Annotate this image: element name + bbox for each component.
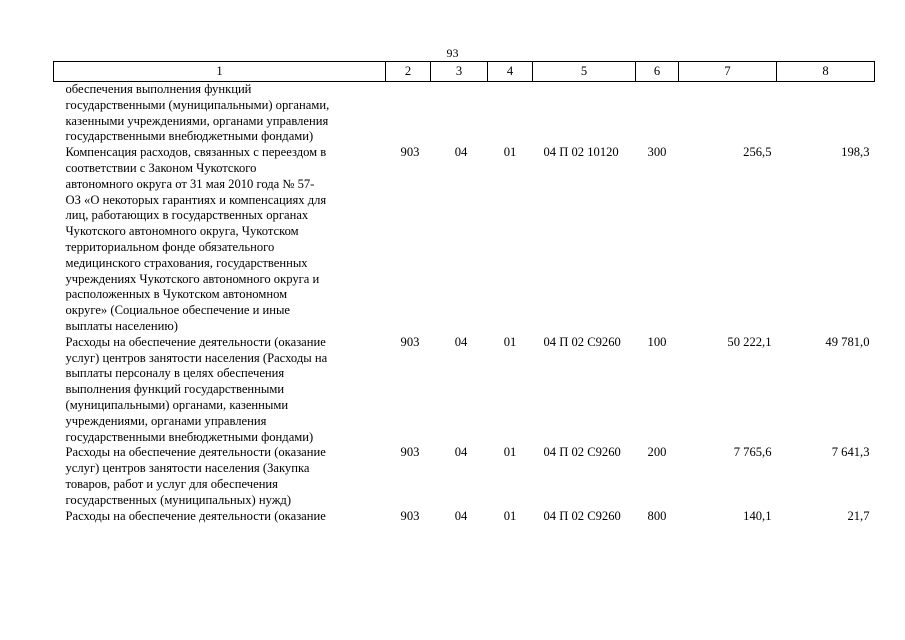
- row-code: 04 П 02 С9260: [543, 508, 621, 523]
- column-header: 1: [54, 62, 386, 82]
- row-sum-2: 198,3: [841, 145, 870, 160]
- column-header: 6: [636, 62, 679, 82]
- row-name: Расходы на обеспечение деятельности (оказание: [65, 508, 326, 523]
- row-section: 04: [454, 145, 468, 160]
- row-kvr: [636, 82, 679, 146]
- column-header: 3: [431, 62, 488, 82]
- row-subsection: 01: [503, 445, 517, 460]
- row-grp: [386, 82, 431, 146]
- row-sum-1: 256,5: [743, 145, 772, 160]
- row-subsection: 01: [503, 145, 517, 160]
- column-header: 8: [777, 62, 875, 82]
- row-grp: 903: [400, 445, 420, 460]
- row-kvr: 200: [647, 445, 667, 460]
- row-sum-1: [679, 82, 777, 146]
- header-row: [54, 62, 875, 82]
- row-sum-1: 7 765,6: [733, 445, 772, 460]
- table-row: [54, 335, 875, 446]
- row-section: 04: [454, 445, 468, 460]
- row-subsection: [488, 82, 533, 146]
- column-header: 5: [533, 62, 636, 82]
- row-code: [533, 82, 636, 146]
- row-sum-2: [777, 82, 875, 146]
- table-row: [54, 509, 875, 525]
- row-grp: 903: [400, 334, 420, 349]
- row-section: 04: [454, 508, 468, 523]
- row-name: Расходы на обеспечение деятельности (оказание услуг) центров занятости населения (Расходы на выплаты персоналу в целях обеспечения выполнения функций государственными (муниципальными) органами, казенными учреждениями, органами управления государственными внебюджетными фондами): [65, 334, 328, 444]
- row-code: 04 П 02 С9260: [543, 334, 621, 349]
- row-section: [431, 82, 488, 146]
- row-subsection: 01: [503, 508, 517, 523]
- row-name: Расходы на обеспечение деятельности (оказание услуг) центров занятости населения (Закупка товаров, работ и услуг для обеспечения государственных (муниципальных) нужд): [65, 445, 326, 507]
- row-sum-1: 50 222,1: [727, 334, 772, 349]
- row-sum-2: 21,7: [847, 508, 870, 523]
- page-number: 93: [446, 46, 459, 60]
- budget-table: [53, 61, 875, 524]
- row-sum-2: 7 641,3: [831, 445, 870, 460]
- column-header: 2: [386, 62, 431, 82]
- table-row: [54, 445, 875, 508]
- row-section: 04: [454, 334, 468, 349]
- row-kvr: 800: [647, 508, 667, 523]
- row-kvr: 300: [647, 145, 667, 160]
- row-name: Компенсация расходов, связанных с переездом в соответствии с Законом Чукотского автономного округа от 31 мая 2010 года № 57- ОЗ «О некоторых гарантиях и компенсациях для лиц, работающих в государственных органах Чукотского автономного округа, Чукотском территориальном фонде обязательного медицинского страхования, государственных учреждениях Чукотского автономного округа и расположенных в Чукотском автономном округе» (Социальное обеспечение и иные выплаты населению): [65, 145, 327, 333]
- column-header: 7: [679, 62, 777, 82]
- row-subsection: 01: [503, 334, 517, 349]
- column-header: 4: [488, 62, 533, 82]
- row-grp: 903: [400, 508, 420, 523]
- row-sum-1: 140,1: [743, 508, 772, 523]
- row-name: обеспечения выполнения функций государственными (муниципальными) органами, казенными учреждениями, органами управления государственными внебюджетными фондами): [65, 82, 330, 144]
- row-code: 04 П 02 10120: [543, 145, 619, 160]
- table-row: [54, 145, 875, 335]
- row-code: 04 П 02 С9260: [543, 445, 621, 460]
- row-sum-2: 49 781,0: [825, 334, 870, 349]
- row-grp: 903: [400, 145, 420, 160]
- row-kvr: 100: [647, 334, 667, 349]
- table-row: [54, 82, 875, 146]
